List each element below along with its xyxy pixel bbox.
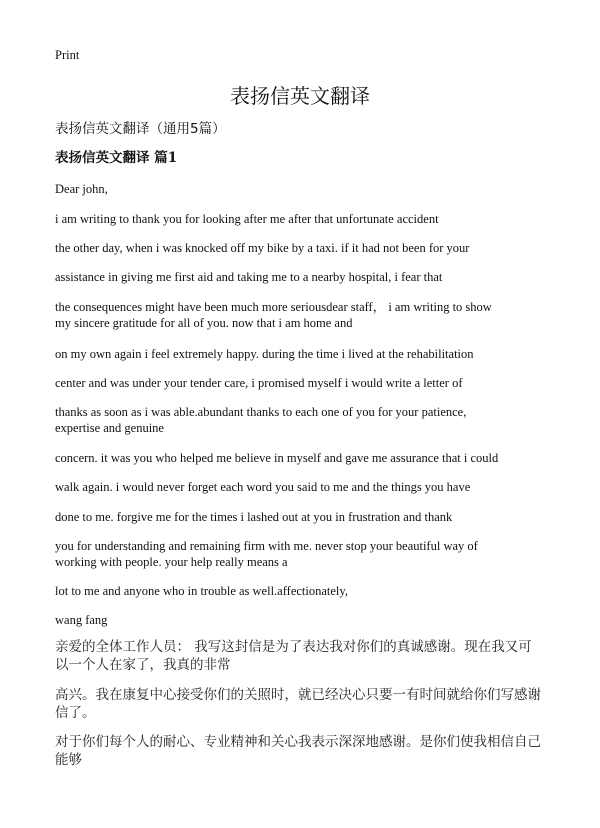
text-line: 亲爱的全体工作人员： 我写这封信是为了表达我对你们的真诚感谢。现在我又可 bbox=[55, 639, 532, 655]
en-paragraph bbox=[55, 450, 498, 466]
text-line: the other day, when i was knocked off my bike by a taxi. if it had not been for your bbox=[55, 241, 470, 255]
text-line: wang fang bbox=[55, 613, 108, 627]
text-line: on my own again i feel extremely happy. during the time i lived at the rehabilitation bbox=[55, 347, 474, 361]
text-line: my sincere gratitude for all of you. now that i am home and bbox=[55, 316, 353, 330]
print-label: Print bbox=[55, 48, 80, 62]
text-line: working with people. your help really means a bbox=[55, 555, 288, 569]
text-line: 对于你们每个人的耐心、专业精神和关心我表示深深地感谢。是你们使我相信自己 bbox=[55, 734, 541, 750]
text-line: you for understanding and remaining firm with me. never stop your beautiful way of bbox=[55, 539, 478, 553]
en-paragraph bbox=[55, 583, 348, 599]
text-line: concern. it was you who helped me believe in myself and gave me assurance that i could bbox=[55, 451, 499, 465]
en-paragraph bbox=[55, 479, 470, 495]
en-paragraph bbox=[55, 299, 492, 331]
text-line: 能够 bbox=[55, 752, 82, 768]
cn-paragraph bbox=[55, 686, 541, 722]
document-subtitle: 表扬信英文翻译（通用5篇） bbox=[55, 121, 226, 137]
en-paragraph bbox=[55, 404, 466, 436]
text-line: thanks as soon as i was able.abundant thanks to each one of you for your patience, bbox=[55, 405, 467, 419]
en-paragraph bbox=[55, 269, 442, 285]
en-paragraph bbox=[55, 346, 474, 362]
text-line: lot to me and anyone who in trouble as well.affectionately, bbox=[55, 584, 348, 598]
text-line: Dear john, bbox=[55, 182, 108, 196]
text-line: 信了。 bbox=[55, 705, 96, 721]
text-line: expertise and genuine bbox=[55, 421, 164, 435]
text-line: 以一个人在家了，我真的非常 bbox=[55, 657, 231, 673]
en-paragraph bbox=[55, 211, 439, 227]
text-line: assistance in giving me first aid and taking me to a nearby hospital, i fear that bbox=[55, 270, 443, 284]
text-line: the consequences might have been much more seriousdear staff， i am writing to show bbox=[55, 300, 492, 314]
en-paragraph bbox=[55, 612, 107, 628]
en-paragraph bbox=[55, 240, 469, 256]
text-line: center and was under your tender care, i promised myself i would write a letter of bbox=[55, 376, 463, 390]
text-line: walk again. i would never forget each word you said to me and the things you have bbox=[55, 480, 471, 494]
page-title: 表扬信英文翻译 bbox=[230, 84, 370, 108]
section-heading: 表扬信英文翻译 篇1 bbox=[55, 150, 178, 166]
en-paragraph bbox=[55, 509, 452, 525]
en-paragraph bbox=[55, 181, 108, 197]
en-paragraph bbox=[55, 538, 478, 570]
en-paragraph bbox=[55, 375, 463, 391]
cn-paragraph bbox=[55, 733, 541, 769]
text-line: done to me. forgive me for the times i lashed out at you in frustration and thank bbox=[55, 510, 453, 524]
cn-paragraph bbox=[55, 638, 532, 674]
text-line: i am writing to thank you for looking after me after that unfortunate accident bbox=[55, 212, 439, 226]
text-line: 高兴。我在康复中心接受你们的关照时，就已经决心只要一有时间就给你们写感谢 bbox=[55, 687, 541, 703]
